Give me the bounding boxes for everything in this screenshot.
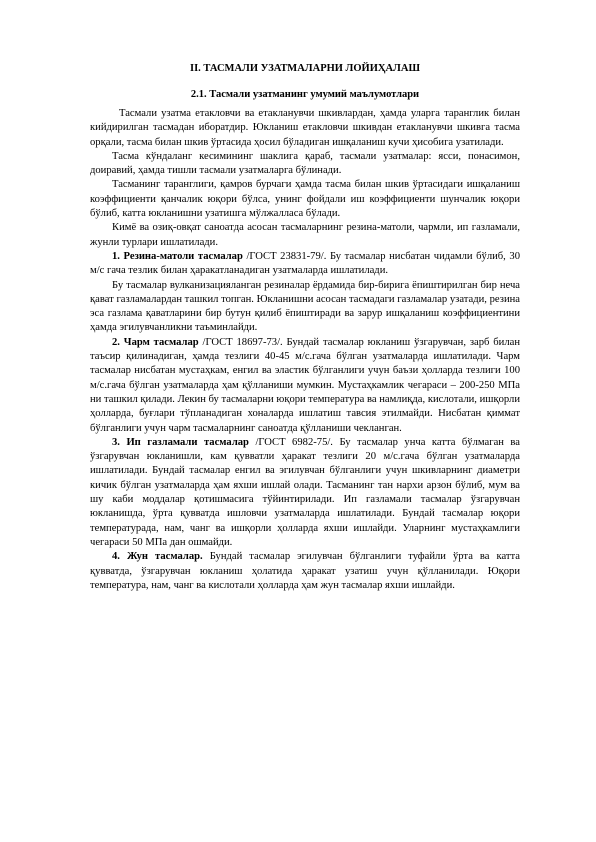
wool-belts-text: Бундай тасмалар эгилувчан бўлганлиги туфайли ўрта ва катта қувватда, ўзгарувчан юкланиш ҳолатида ҳаракат узатиш учун қўлланилади. Юқори температура, нам, чанг ва кислотали ҳолларда ҳам жун тасмалар яхши ишлайди. xyxy=(90,551,520,591)
paragraph-efficiency: Тасманинг таранглиги, қамров бурчаги ҳамда тасма билан шкив ўртасидаги ишқаланиш коэффициенти қанчалик юқори бўлса, унинг фойдали иш коэффициенти шунчалик юқори бўлиб, катта юкланишни узатишга мўлжаллаcа бўлади. xyxy=(90,179,520,220)
paragraph-cotton-belts xyxy=(90,436,520,550)
chapter-title: II. ТАСМАЛИ УЗАТМАЛАРНИ ЛОЙИҲАЛАШ xyxy=(190,63,420,74)
paragraph-wool-belts xyxy=(90,550,520,593)
rubber-fabric-belts-text: /ГОСТ 23831-79/. Бу тасмалар нисбатан чидамли бўлиб, 30 м/с гача тезлик билан ҳаракатланадиган узатмаларда ишлатилади. xyxy=(90,250,521,277)
leather-belts-text: /ГОСТ 18697-73/. Бундай тасмалар юкланиш ўзгарувчан, зарб билан таъсир қилинадиган, ҳамда тезлиги 40-45 м/с.гача бўлган узатмаларда ишлатилади. Чарм тасмалар нисбатан мустаҳкам, енгил ва эластик бўлганлиги учун баъзи ҳолларда тезлиги 100 м/с.гача бўлган узатмаларда ҳам қўлланиши мумкин. Мустаҳкамлик чегараси – 200-250 МПа ни ташкил қилади. Лекин бу тасмаларни юқори температура ва намлиқда, кислотали, ишқорли ҳолларда, буғлари тўпланадиган хоналарда ишлатиш тавсия этилмайди. Нисбатан қиммат бўлганлиги учун чарм тасмаларнинг саноатда қўлланиши чекланган. xyxy=(90,336,520,434)
section-title: 2.1. Тасмали узатманинг умумий маълумотлари xyxy=(190,89,420,100)
paragraph-classification: Тасма кўндаланг кесимининг шаклига қараб, тасмали узатмалар: ясси, понасимон, доиравий, ҳамда тишли тасмали узатмаларга бўлинади. xyxy=(90,150,520,177)
paragraph-rubber-fabric-belts xyxy=(90,250,520,279)
paragraph-leather-belts xyxy=(90,336,520,436)
rubber-fabric-belts-heading: 1. Резина-матоли тасмалар xyxy=(112,250,243,262)
wool-belts-heading: 4. Жун тасмалар. xyxy=(112,551,203,563)
leather-belts-heading: 2. Чарм тасмалар xyxy=(112,336,199,348)
paragraph-rubber-fabric-structure: Бу тасмалар вулканизацияланган резиналар ёрдамида бир-бирига ёпиштирилган бир неча қават газламалардан ташкил топган. Юкланишни асосан тасмадаги газламалар узатади, резина эса газлама қаватларини бир бутун қилиб ёпиштиради ва зарур ишқаланиш коэффициентини ҳамда эгилувчанликни таъминлайди. xyxy=(90,279,520,334)
cotton-belts-heading: 3. Ип газламали тасмалар xyxy=(112,436,249,448)
paragraph-industry-types: Кимё ва озиқ-овқат саноатда асосан тасмаларнинг резина-матоли, чармли, ип газламали, жунли турлари ишлатилади. xyxy=(90,222,520,248)
paragraph-intro: Тасмали узатма етакловчи ва етакланувчи шкивлардан, ҳамда уларга таранглик билан кийдирилган тасмадан иборатдир. Юкланиш етакловчи шкивдан етакланувчи шкивга тасма орқали, тасма билан шкив ўртасида ҳосил бўладиган ишқаланиш кучи ҳисобига узатилади. xyxy=(90,108,520,148)
cotton-belts-text: /ГОСТ 6982-75/. Бу тасмалар унча катта бўлмаган ва ўзгарувчан юкланишли, кам қувватли ҳаракат тезлиги 20 м/с.гача бўлган узатмаларда ишлатилади. Бундай тасмалар енгил ва эгилувчан бўлганлиги учун шкивларнинг диаметри кичик бўлган узатмаларда ҳам яхши ишлай олади. Тасманинг тан нархи арзон бўлиб, мум ва шу каби моддалар қотишмасига тўйинтирилади. Ип газламали тасмалар ўзгарувчан юкланишда, ўрта қувватда ишловчи узатмаларда ишлатилади. Бундай тасмалар юқори температурада, нам, чанг ва ишқорли ҳолларда яхши ишлайди. Уларнинг мустаҳкамлиги чегараси 50 МПа дан ошмайди. xyxy=(90,436,520,548)
